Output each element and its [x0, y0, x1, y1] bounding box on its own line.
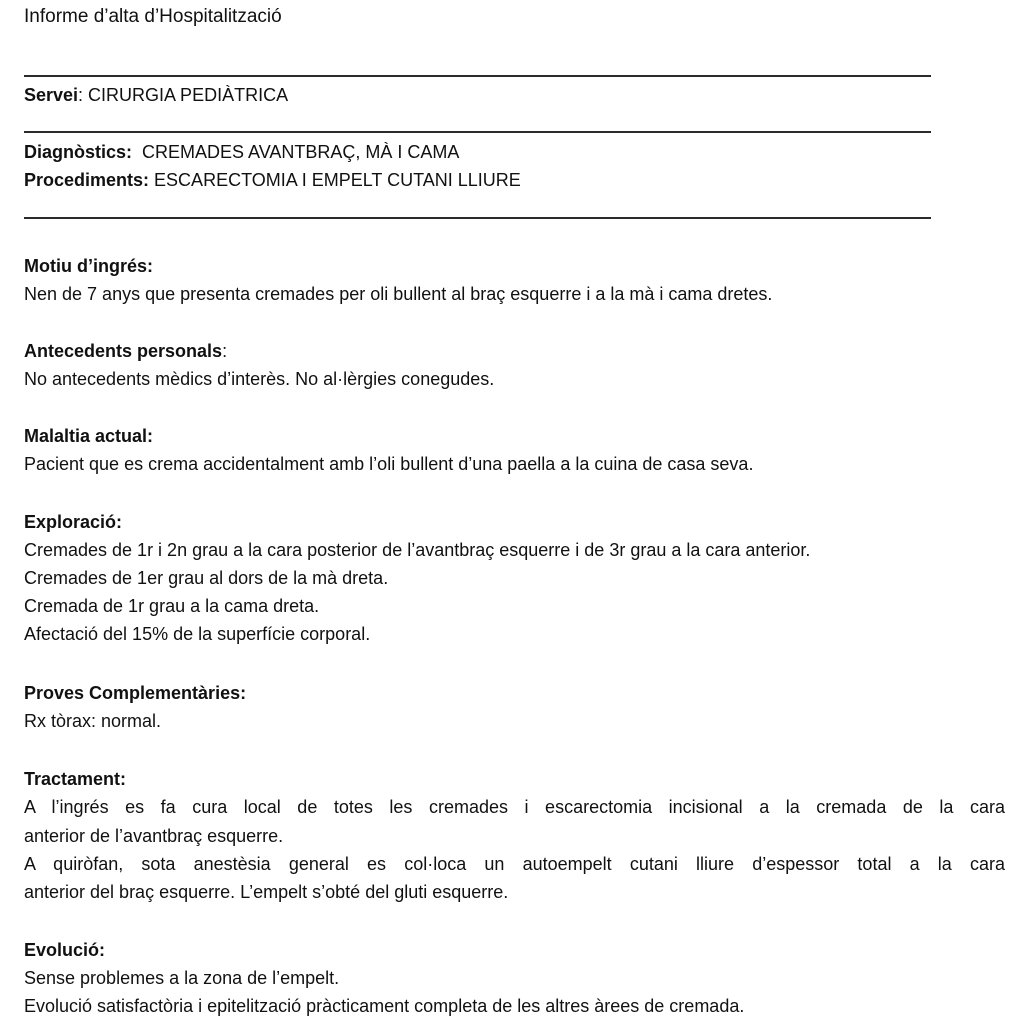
section-text: A l’ingrés es fa cura local de totes les cremades i escarectomia incisional a la cremada de la cara	[24, 797, 1005, 817]
section-text: anterior del braç esquerre. L’empelt s’obté del gluti esquerre.	[24, 882, 509, 902]
section-text: Rx tòrax: normal.	[24, 711, 162, 731]
section-heading-tests: Proves Complementàries:	[24, 683, 247, 703]
section-text: Evolució satisfactòria i epitelització pràcticament completa de les altres àrees de cremada.	[24, 996, 745, 1016]
section-text: Cremades de 1r i 2n grau a la cara posterior de l’avantbraç esquerre i de 3r grau a la cara anterior.	[24, 540, 811, 560]
divider	[24, 75, 931, 77]
section-text: Afectació del 15% de la superfície corporal.	[24, 624, 371, 644]
diagnostics-field	[24, 139, 459, 165]
section-heading-admission-reason: Motiu d’ingrés:	[24, 256, 153, 276]
divider	[24, 131, 931, 133]
section-heading-examination: Exploració:	[24, 512, 123, 532]
section-heading-treatment: Tractament:	[24, 769, 127, 789]
section-text: Nen de 7 anys que presenta cremades per oli bullent al braç esquerre i a la mà i cama dretes.	[24, 284, 773, 304]
service-label: Servei	[24, 85, 79, 105]
section-text: Sense problemes a la zona de l’empelt.	[24, 968, 340, 988]
section-text: Cremades de 1er grau al dors de la mà dreta.	[24, 568, 389, 588]
service-value: : CIRURGIA PEDIÀTRICA	[78, 85, 289, 105]
section-text: anterior de l’avantbraç esquerre.	[24, 826, 284, 846]
diagnostics-label: Diagnòstics:	[24, 142, 133, 162]
section-text: Cremada de 1r grau a la cama dreta.	[24, 596, 320, 616]
section-heading-personal-history: Antecedents personals:	[24, 341, 228, 361]
section-text: A quiròfan, sota anestèsia general es col·loca un autoempelt cutani lliure d’espessor total a la cara	[24, 854, 1005, 874]
section-heading-evolution: Evolució:	[24, 940, 106, 960]
procedures-field	[24, 167, 521, 193]
service-field	[24, 82, 288, 108]
diagnostics-value: CREMADES AVANTBRAÇ, MÀ I CAMA	[132, 142, 460, 162]
section-heading-current-illness: Malaltia actual:	[24, 426, 154, 446]
divider	[24, 217, 931, 219]
section-text: Pacient que es crema accidentalment amb l’oli bullent d’una paella a la cuina de casa seva.	[24, 454, 754, 474]
section-text: No antecedents mèdics d’interès. No al·lèrgies conegudes.	[24, 369, 495, 389]
document-title: Informe d’alta d’Hospitalització	[24, 6, 282, 27]
procedures-value: ESCARECTOMIA I EMPELT CUTANI LLIURE	[149, 170, 521, 190]
procedures-label: Procediments:	[24, 170, 150, 190]
